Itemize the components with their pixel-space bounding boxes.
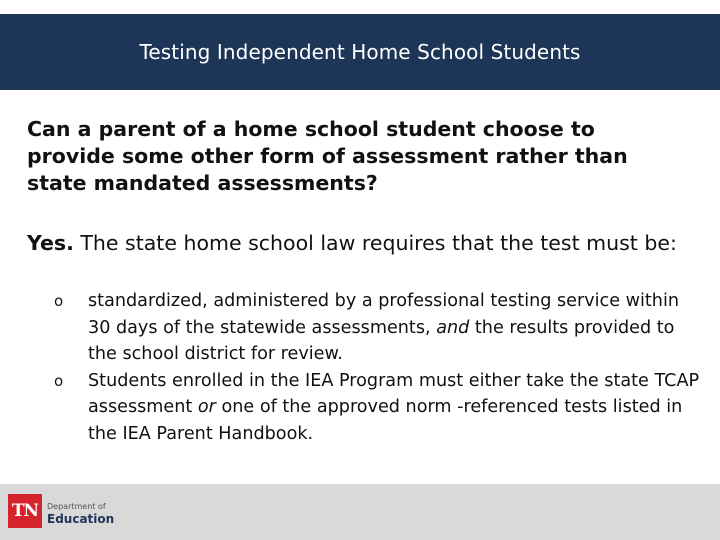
title-bar: [0, 14, 720, 90]
item-text-after: one of the approved norm -referenced tests listed in the IEA Parent Handbook.: [88, 397, 683, 444]
answer-body: The state home school law requires that the test must be:: [73, 231, 677, 255]
slide-title: Testing Independent Home School Students: [139, 40, 581, 64]
logo-dept-label: Department of: [47, 502, 106, 511]
item-text-after: the results provided to the school district for review.: [88, 317, 675, 364]
item-text-before: standardized, administered by a professional testing service within 30 days of the statewide assessments,: [88, 291, 679, 338]
answer-text: [27, 230, 687, 257]
logo-edu-label: Education: [47, 512, 115, 526]
department-logo: [8, 494, 114, 528]
list-item: [54, 368, 704, 448]
item-emphasis: or: [197, 397, 216, 417]
item-text-before: Students enrolled in the IEA Program must either take the state TCAP assessment: [88, 370, 700, 417]
answer-lead: Yes.: [27, 231, 74, 255]
list-item: [54, 288, 704, 368]
item-emphasis: and: [436, 317, 470, 338]
requirements-list: [54, 288, 704, 447]
tn-logo-icon: TN: [8, 494, 42, 528]
bullet-marker: o: [54, 292, 64, 310]
bullet-marker: o: [54, 371, 64, 390]
logo-text: [47, 502, 114, 526]
question-text: Can a parent of a home school student choose to provide some other form of assessment rather than state mandated assessments?: [27, 117, 628, 195]
